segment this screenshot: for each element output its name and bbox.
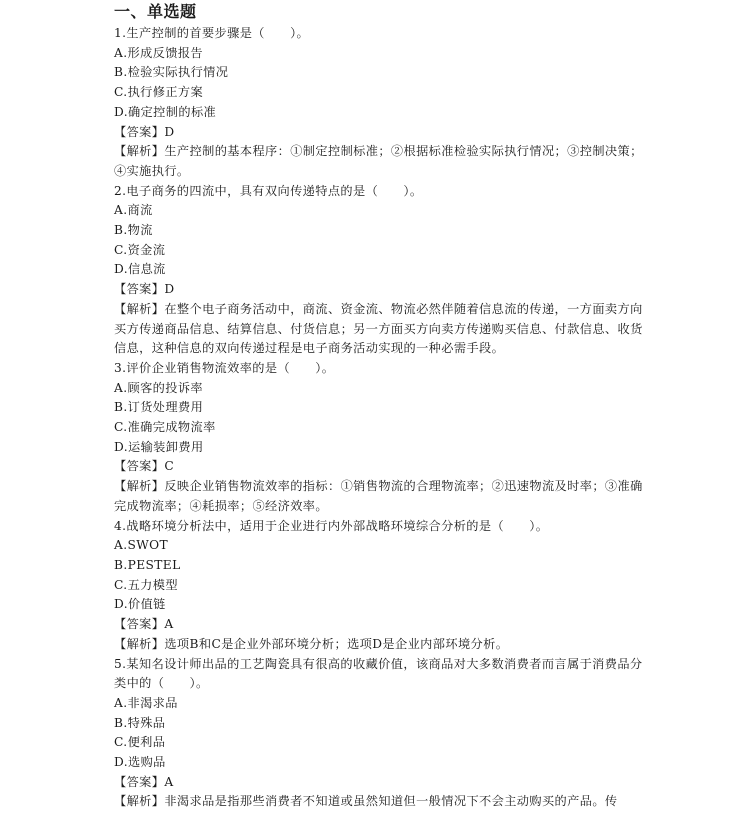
- option-c: C.准确完成物流率: [114, 420, 216, 435]
- option-a: A.顾客的投诉率: [114, 380, 204, 395]
- question-stem: 4.战略环境分析法中，适用于企业进行内外部战略环境综合分析的是（ ）。: [114, 518, 549, 533]
- explanation: 【解析】非渴求品是指那些消费者不知道或虽然知道但一般情况下不会主动购买的产品。传: [114, 794, 618, 809]
- question-list: [114, 24, 644, 812]
- explanation: 【解析】生产控制的基本程序：①制定控制标准；②根据标准检验实际执行情况；③控制决策；④实施执行。: [114, 144, 643, 178]
- option-c: C.五力模型: [114, 577, 178, 592]
- option-a: A.商流: [114, 203, 153, 218]
- option-d: D.信息流: [114, 262, 166, 277]
- option-a: A.形成反馈报告: [114, 45, 204, 60]
- option-d: D.价值链: [114, 597, 166, 612]
- question-block: [114, 182, 644, 359]
- explanation: 【解析】反映企业销售物流效率的指标：①销售物流的合理物流率；②迅速物流及时率；③准确完成物流率；④耗损率；⑤经济效率。: [114, 479, 643, 513]
- option-b: B.PESTEL: [114, 557, 181, 572]
- option-b: B.订货处理费用: [114, 400, 204, 415]
- explanation: 【解析】在整个电子商务活动中，商流、资金流、物流必然伴随着信息流的传递，一方面卖方向买方传递商品信息、结算信息、付货信息；另一方面买方向卖方传递购买信息、付款信息、收货信息，这种信息的双向传递过程是电子商务活动实现的一种必需手段。: [114, 301, 643, 356]
- option-c: C.执行修正方案: [114, 85, 204, 100]
- answer: 【答案】A: [114, 617, 174, 632]
- question-stem: 2.电子商务的四流中，具有双向传递特点的是（ ）。: [114, 183, 423, 198]
- answer: 【答案】D: [114, 124, 175, 139]
- question-block: [114, 24, 644, 182]
- option-d: D.运输装卸费用: [114, 439, 204, 454]
- option-c: C.便利品: [114, 735, 166, 750]
- option-d: D.确定控制的标准: [114, 104, 217, 119]
- option-a: A.SWOT: [114, 538, 169, 553]
- option-b: B.物流: [114, 223, 153, 238]
- answer: 【答案】D: [114, 282, 175, 297]
- option-a: A.非渴求品: [114, 695, 178, 710]
- question-stem: 3.评价企业销售物流效率的是（ ）。: [114, 360, 335, 375]
- question-block: [114, 359, 644, 517]
- answer: 【答案】C: [114, 459, 175, 474]
- question-stem: 5.某知名设计师出品的工艺陶瓷具有很高的收藏价值，该商品对大多数消费者而言属于消费品分类中的（ ）。: [114, 656, 643, 691]
- option-b: B.检验实际执行情况: [114, 65, 229, 80]
- explanation: 【解析】选项B和C是企业外部环境分析；选项D是企业内部环境分析。: [114, 636, 509, 651]
- question-block: [114, 517, 644, 655]
- option-c: C.资金流: [114, 242, 166, 257]
- option-d: D.选购品: [114, 755, 166, 770]
- section-title: 一、单选题: [114, 2, 197, 21]
- answer: 【答案】A: [114, 774, 174, 789]
- option-b: B.特殊品: [114, 715, 166, 730]
- question-block: [114, 655, 644, 813]
- question-stem: 1.生产控制的首要步骤是（ ）。: [114, 26, 310, 40]
